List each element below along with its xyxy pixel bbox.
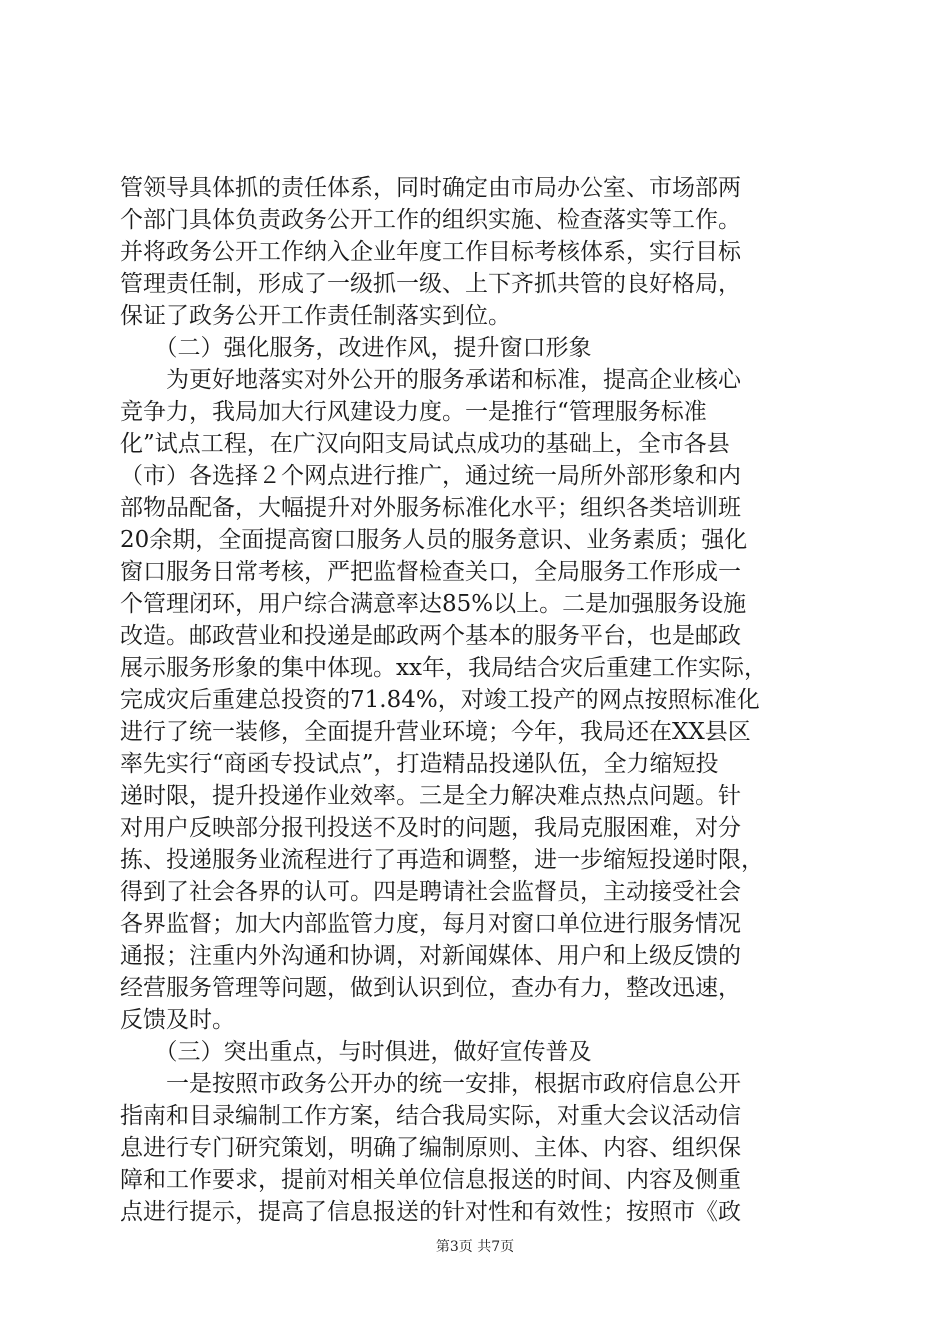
- text-line: 竞争力，我局加大行风建设力度。一是推行“管理服务标准: [120, 399, 707, 425]
- text-line: 管理责任制，形成了一级抓一级、上下齐抓共管的良好格局，: [120, 271, 741, 297]
- text-line: （市）各选择２个网点进行推广，通过统一局所外部形象和内: [120, 463, 741, 489]
- text-line: 保证了政务公开工作责任制落实到位。: [120, 303, 511, 329]
- text-line: 化”试点工程，在广汉向阳支局试点成功的基础上，全市各县: [120, 431, 730, 457]
- page-footer: 第3页 共7页: [435, 1239, 515, 1255]
- text-line: 展示服务形象的集中体现。xx年，我局结合灾后重建工作实际，: [120, 655, 767, 681]
- text-line: 各界监督；加大内部监管力度，每月对窗口单位进行服务情况: [120, 911, 741, 937]
- text-line: 进行了统一装修，全面提升营业环境；今年，我局还在XX县区: [120, 719, 751, 745]
- text-line: 个部门具体负责政务公开工作的组织实施、检查落实等工作。: [120, 207, 741, 233]
- text-line: 点进行提示，提高了信息报送的针对性和有效性；按照市《政: [120, 1199, 741, 1225]
- text-line: 完成灾后重建总投资的71.84%，对竣工投产的网点按照标准化: [120, 687, 760, 713]
- text-line: （二）强化服务，改进作风，提升窗口形象: [120, 335, 592, 361]
- text-line: 为更好地落实对外公开的服务承诺和标准，提高企业核心: [120, 367, 741, 393]
- text-line: 个管理闭环，用户综合满意率达85%以上。二是加强服务设施: [120, 591, 747, 617]
- text-line: 指南和目录编制工作方案，结合我局实际，对重大会议活动信: [120, 1103, 741, 1129]
- text-line: 障和工作要求，提前对相关单位信息报送的时间、内容及侧重: [120, 1167, 741, 1193]
- text-line: 一是按照市政务公开办的统一安排，根据市政府信息公开: [120, 1071, 741, 1097]
- text-line: 通报；注重内外沟通和协调，对新闻媒体、用户和上级反馈的: [120, 943, 741, 969]
- text-line: （三）突出重点，与时俱进，做好宣传普及: [120, 1039, 592, 1065]
- text-line: 率先实行“商函专投试点”，打造精品投递队伍，全力缩短投: [120, 751, 719, 777]
- text-line: 拣、投递服务业流程进行了再造和调整，进一步缩短投递时限，: [120, 847, 764, 873]
- text-line: 对用户反映部分报刊投送不及时的问题，我局克服困难，对分: [120, 815, 741, 841]
- text-line: 管领导具体抓的责任体系，同时确定由市局办公室、市场部两: [120, 175, 741, 201]
- text-line: 改造。邮政营业和投递是邮政两个基本的服务平台，也是邮政: [120, 623, 741, 649]
- text-line: 息进行专门研究策划，明确了编制原则、主体、内容、组织保: [120, 1135, 741, 1161]
- text-line: 递时限，提升投递作业效率。三是全力解决难点热点问题。针: [120, 783, 741, 809]
- text-line: 得到了社会各界的认可。四是聘请社会监督员，主动接受社会: [120, 879, 741, 905]
- text-line: 窗口服务日常考核，严把监督检查关口，全局服务工作形成一: [120, 559, 741, 585]
- text-line: 20余期，全面提高窗口服务人员的服务意识、业务素质；强化: [120, 527, 748, 553]
- document-body: [120, 172, 835, 1228]
- text-line: 经营服务管理等问题，做到认识到位，查办有力，整改迅速，: [120, 975, 741, 1001]
- text-line: 反馈及时。: [120, 1007, 235, 1033]
- text-line: 并将政务公开工作纳入企业年度工作目标考核体系，实行目标: [120, 239, 741, 265]
- text-line: 部物品配备，大幅提升对外服务标准化水平；组织各类培训班: [120, 495, 741, 521]
